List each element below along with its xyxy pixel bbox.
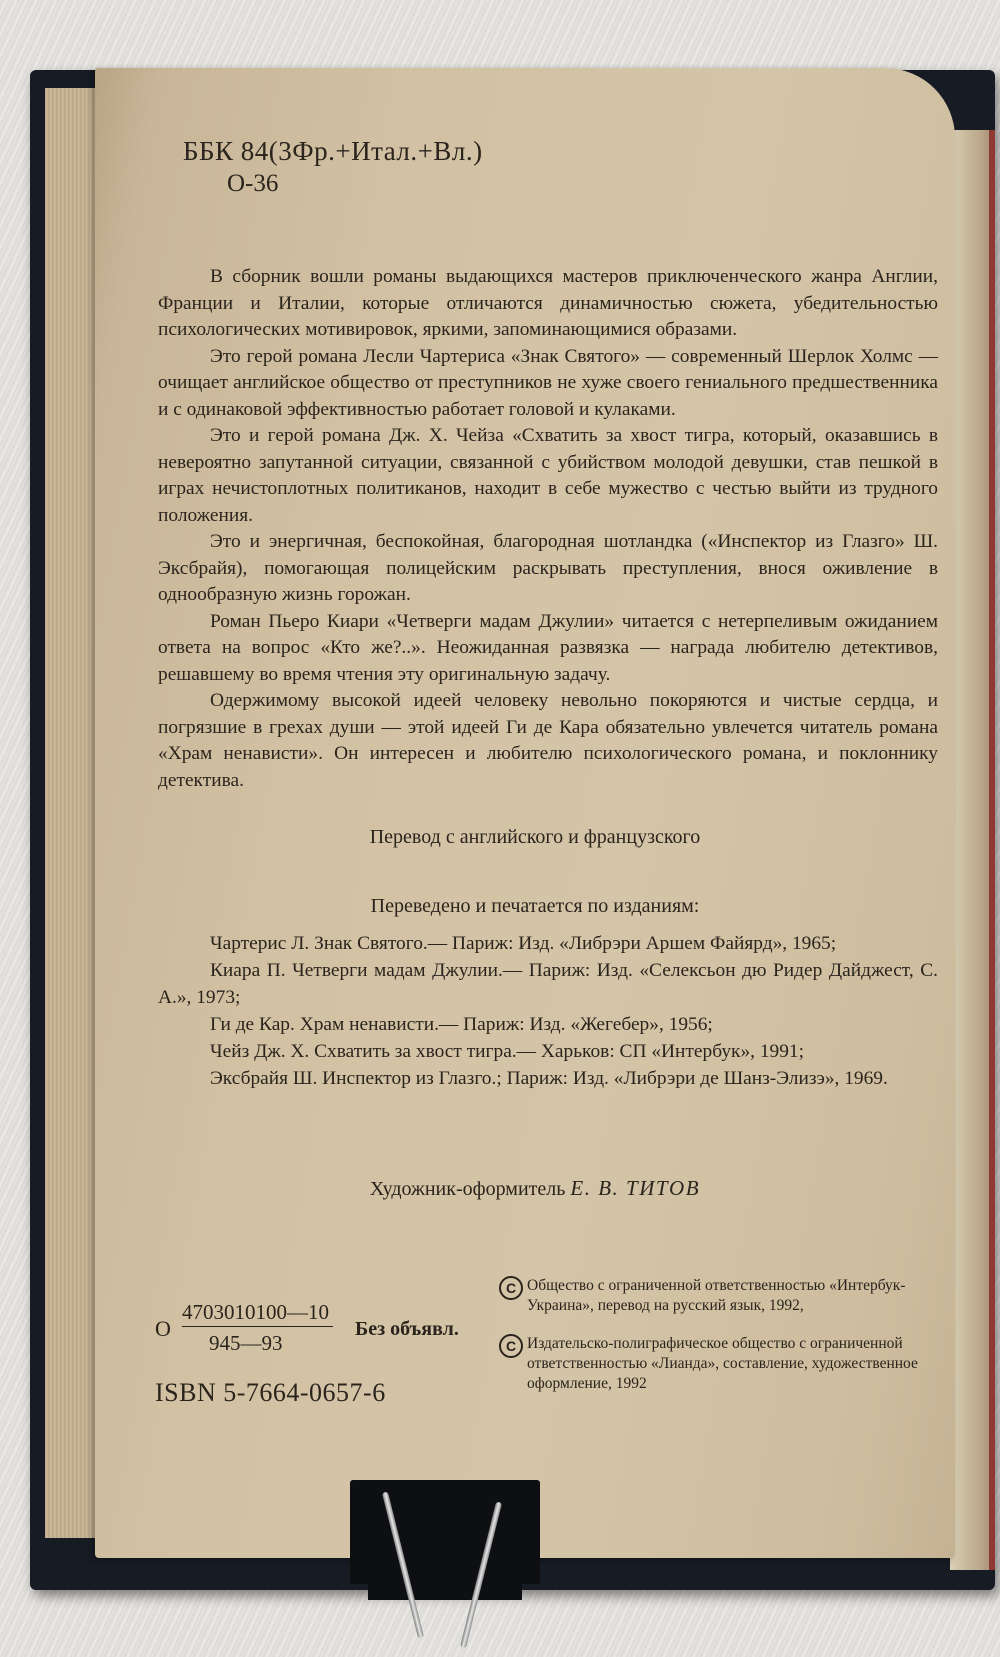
binder-clip: [350, 1480, 540, 1584]
artist-name: Е. В. ТИТОВ: [570, 1176, 701, 1200]
translation-note: Перевод с английского и французского: [369, 826, 701, 848]
annotation-paragraph: Роман Пьеро Киари «Четверги мадам Джулии» читается с нетерпеливым ожиданием ответа на вопрос «Кто же?..». Неожиданная развязка — награда любителю детективов, решавшему во время чтения эту оригинальную задачу.: [158, 610, 938, 685]
sources-list: [158, 930, 938, 1092]
copyright-entry: [505, 1334, 947, 1394]
source-entry: Чейз Дж. Х. Схватить за хвост тигра.— Харьков: СП «Интербук», 1991;: [210, 1041, 804, 1062]
source-entry: Эксбрайя Ш. Инспектор из Глазго.; Париж: Изд. «Либрэри де Шанз-Элизэ», 1969.: [210, 1068, 888, 1089]
source-entry: Киара П. Четверги мадам Джулии.— Париж: Изд. «Селексьон дю Ридер Дайджест, С. А.», 1973;: [158, 960, 938, 1008]
annotation-paragraph: Это герой романа Лесли Чартериса «Знак Святого» — современный Шерлок Холмс — очищает английское общество от преступников не хуже своего гениального предшественника и с одинаковой эффективностью работает головой и кулаками.: [158, 345, 938, 420]
annotation: [158, 264, 938, 794]
code-note: Без объявл.: [355, 1318, 459, 1340]
author-mark: О-36: [227, 170, 279, 197]
binder-clip-base: [368, 1584, 522, 1600]
copyright-text: Издательско-полиграфическое общество с ограниченной ответственностью «Лианда», составление, художественное оформление, 1992: [527, 1335, 918, 1392]
bbk-code: ББК 84(3Фр.+Итал.+Вл.): [183, 136, 483, 166]
copyright-icon: C: [499, 1276, 523, 1300]
annotation-paragraph: В сборник вошли романы выдающихся мастеров приключенческого жанра Англии, Франции и Италии, которые отличаются динамичностью сюжета, убедительностью психологических мотивировок, яркими, запоминающимися образами.: [158, 266, 938, 340]
source-entry: Ги де Кар. Храм ненависти.— Париж: Изд. «Жегебер», 1956;: [210, 1014, 713, 1035]
source-entry: Чартерис Л. Знак Святого.— Париж: Изд. «Либрэри Аршем Файярд», 1965;: [210, 933, 837, 954]
annotation-paragraph: Одержимому высокой идеей человеку невольно покоряются и чистые сердца, и погрязшие в грехах души — этой идеей Ги де Кара обязательно увлечется читатель романа «Храм ненависти». Он интересен и любителю психологического романа, и поклоннику детектива.: [158, 690, 938, 791]
code-prefix: О: [155, 1316, 171, 1341]
copyright-icon: C: [499, 1334, 523, 1358]
code-denominator: 945—93: [209, 1331, 283, 1355]
sources-heading: Переведено и печатается по изданиям:: [370, 895, 700, 917]
annotation-paragraph: Это и энергичная, беспокойная, благородная шотландка («Инспектор из Глазго» Ш. Эксбрайя), помогающая полицейским раскрывать преступления, внося оживление в однообразную жизнь горожан.: [158, 531, 938, 605]
page-edges-right: [950, 130, 995, 1570]
annotation-paragraph: Это и герой романа Дж. Х. Чейза «Схватить за хвост тигра, который, оказавшись в невероятно запутанной ситуации, связанной с убийством молодой девушки, став пешкой в играх нечистоплотных политиканов, находит в себе мужество с честью выйти из трудного положения.: [158, 425, 938, 526]
isbn: ISBN 5-7664-0657-6: [155, 1378, 386, 1407]
page-content: [155, 0, 945, 1657]
copyright-text: Общество с ограниченной ответственностью «Интербук-Украина», перевод на русский язык, 1992,: [527, 1277, 906, 1314]
artist-label: Художник-оформитель: [369, 1178, 566, 1200]
code-numerator: 4703010100—10: [182, 1300, 333, 1327]
copyright-entry: [505, 1276, 947, 1316]
artist-credit: [155, 1176, 915, 1201]
